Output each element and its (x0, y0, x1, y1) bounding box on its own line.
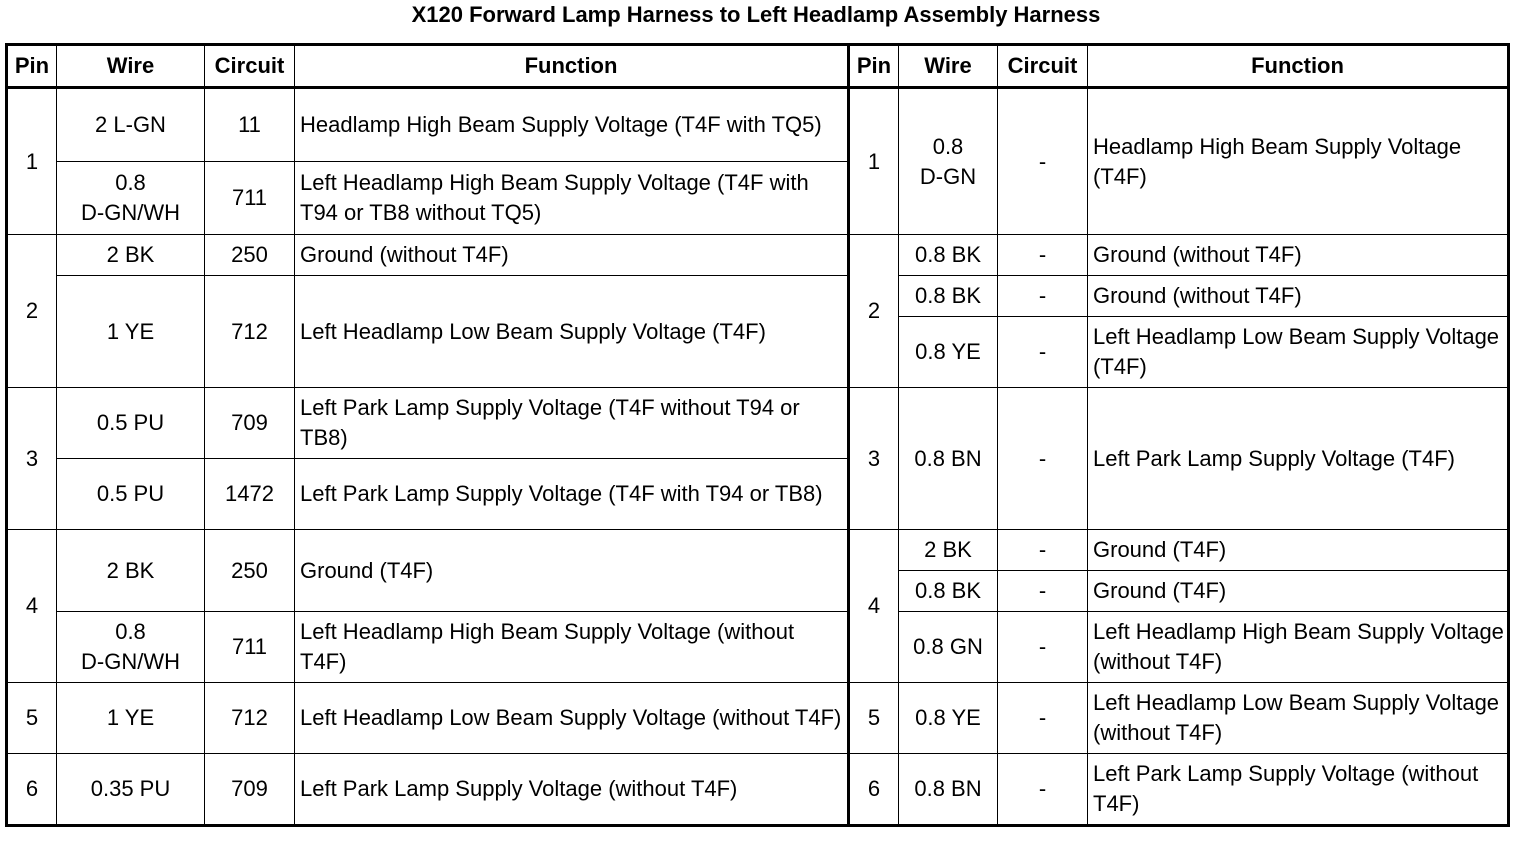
header-right-circuit: Circuit (998, 45, 1088, 88)
right-circuit-cell: - (998, 754, 1088, 826)
table-row (7, 88, 1509, 162)
left-pin-cell: 4 (7, 530, 57, 683)
left-pin-cell: 1 (7, 88, 57, 235)
table-row (7, 612, 1509, 683)
right-wire-cell: 0.8 BK (899, 276, 998, 317)
left-wire-line: 0.8 (115, 170, 146, 195)
right-pin-cell: 3 (849, 388, 899, 530)
right-pin-cell: 1 (849, 88, 899, 235)
right-circuit-cell: - (998, 571, 1088, 612)
left-pin-cell: 3 (7, 388, 57, 530)
left-wire-cell: 2 BK (57, 530, 205, 612)
page-title: X120 Forward Lamp Harness to Left Headlamp Assembly Harness (411, 2, 1101, 27)
left-circuit-cell: 711 (205, 612, 295, 683)
right-circuit-cell: - (998, 317, 1088, 388)
right-function-cell: Ground (without T4F) (1088, 235, 1509, 276)
right-wire-cell: 0.8 BN (899, 388, 998, 530)
right-pin-cell: 4 (849, 530, 899, 683)
header-right-wire: Wire (899, 45, 998, 88)
left-function-cell: Left Park Lamp Supply Voltage (T4F without T94 or TB8) (295, 388, 849, 459)
right-pin-cell: 5 (849, 683, 899, 754)
left-function-cell: Headlamp High Beam Supply Voltage (T4F with TQ5) (295, 88, 849, 162)
left-function-cell: Left Headlamp Low Beam Supply Voltage (without T4F) (295, 683, 849, 754)
left-wire-line: D-GN/WH (81, 200, 180, 225)
right-wire-line: D-GN (919, 163, 977, 189)
header-row (7, 45, 1509, 88)
right-wire-cell: 0.8 BK (899, 235, 998, 276)
table-row (7, 235, 1509, 276)
right-circuit-cell: - (998, 683, 1088, 754)
right-wire-line: 0.8 (932, 133, 964, 159)
right-wire-cell: 0.8 YE (899, 683, 998, 754)
right-circuit-cell: - (998, 388, 1088, 530)
header-left-wire: Wire (57, 45, 205, 88)
pinout-table (5, 43, 1510, 827)
table-row (7, 388, 1509, 459)
right-wire-cell: 2 BK (899, 530, 998, 571)
left-wire-line: D-GN/WH (81, 649, 180, 674)
right-wire-cell (899, 88, 998, 235)
right-function-cell: Left Headlamp High Beam Supply Voltage (without T4F) (1088, 612, 1509, 683)
left-wire-cell: 0.35 PU (57, 754, 205, 826)
right-function-cell: Left Park Lamp Supply Voltage (T4F) (1088, 388, 1509, 530)
left-circuit-cell: 709 (205, 754, 295, 826)
right-wire-cell: 0.8 BN (899, 754, 998, 826)
left-function-cell: Left Park Lamp Supply Voltage (T4F with T94 or TB8) (295, 459, 849, 530)
header-left-circuit: Circuit (205, 45, 295, 88)
left-wire-cell (57, 612, 205, 683)
left-function-cell: Left Headlamp Low Beam Supply Voltage (T4F) (295, 276, 849, 388)
table-row (7, 276, 1509, 317)
left-circuit-cell: 712 (205, 276, 295, 388)
header-right-pin: Pin (849, 45, 899, 88)
left-function-cell: Left Park Lamp Supply Voltage (without T4F) (295, 754, 849, 826)
left-wire-cell: 2 BK (57, 235, 205, 276)
right-function-cell: Left Headlamp Low Beam Supply Voltage (T4F) (1088, 317, 1509, 388)
right-function-cell: Ground (T4F) (1088, 571, 1509, 612)
left-pin-cell: 6 (7, 754, 57, 826)
table-row (7, 754, 1509, 826)
left-wire-cell (57, 162, 205, 235)
header-left-function: Function (295, 45, 849, 88)
right-circuit-cell: - (998, 88, 1088, 235)
right-wire-cell: 0.8 BK (899, 571, 998, 612)
right-pin-cell: 6 (849, 754, 899, 826)
left-wire-cell: 2 L-GN (57, 88, 205, 162)
right-pin-cell: 2 (849, 235, 899, 388)
right-function-cell: Ground (without T4F) (1088, 276, 1509, 317)
header-right-function: Function (1088, 45, 1509, 88)
right-circuit-cell: - (998, 612, 1088, 683)
left-pin-cell: 5 (7, 683, 57, 754)
left-wire-line: 0.8 (115, 619, 146, 644)
left-circuit-cell: 1472 (205, 459, 295, 530)
header-left-pin: Pin (7, 45, 57, 88)
left-circuit-cell: 250 (205, 530, 295, 612)
right-wire-cell: 0.8 GN (899, 612, 998, 683)
left-circuit-cell: 709 (205, 388, 295, 459)
left-wire-cell: 0.5 PU (57, 388, 205, 459)
right-wire-cell: 0.8 YE (899, 317, 998, 388)
right-function-cell: Headlamp High Beam Supply Voltage (T4F) (1088, 88, 1509, 235)
right-circuit-cell: - (998, 276, 1088, 317)
left-function-cell: Left Headlamp High Beam Supply Voltage (without T4F) (295, 612, 849, 683)
table-row (7, 530, 1509, 571)
left-function-cell: Left Headlamp High Beam Supply Voltage (T4F with T94 or TB8 without TQ5) (295, 162, 849, 235)
left-wire-cell: 0.5 PU (57, 459, 205, 530)
right-function-cell: Ground (T4F) (1088, 530, 1509, 571)
table-row (7, 683, 1509, 754)
right-function-cell: Left Park Lamp Supply Voltage (without T4F) (1088, 754, 1509, 826)
left-wire-cell: 1 YE (57, 276, 205, 388)
right-circuit-cell: - (998, 235, 1088, 276)
left-function-cell: Ground (T4F) (295, 530, 849, 612)
left-function-cell: Ground (without T4F) (295, 235, 849, 276)
left-circuit-cell: 712 (205, 683, 295, 754)
right-function-cell: Left Headlamp Low Beam Supply Voltage (without T4F) (1088, 683, 1509, 754)
left-wire-cell: 1 YE (57, 683, 205, 754)
left-circuit-cell: 11 (205, 88, 295, 162)
left-circuit-cell: 250 (205, 235, 295, 276)
right-circuit-cell: - (998, 530, 1088, 571)
left-pin-cell: 2 (7, 235, 57, 388)
left-circuit-cell: 711 (205, 162, 295, 235)
